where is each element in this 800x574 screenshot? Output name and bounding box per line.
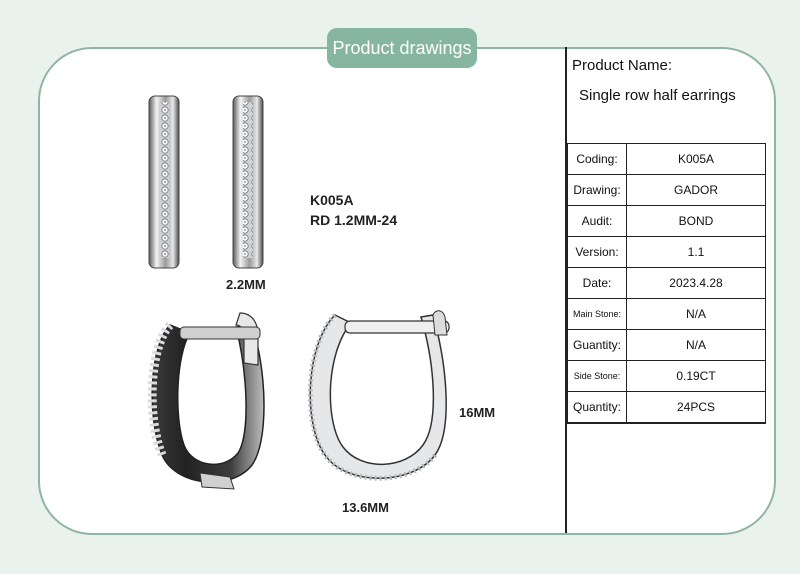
spec-label: Coding: <box>568 144 627 175</box>
spec-row-main-stone <box>568 299 766 330</box>
product-code-block <box>310 190 397 230</box>
spec-value: K005A <box>627 144 766 175</box>
spec-label: Date: <box>568 268 627 299</box>
spec-row-guantity <box>568 330 766 361</box>
product-name-value: Single row half earrings <box>579 87 736 104</box>
spec-value: GADOR <box>627 175 766 206</box>
spec-row-version <box>568 237 766 268</box>
width-dimension: 2.2MM <box>226 277 266 292</box>
height-dimension: 16MM <box>459 405 496 420</box>
earring-front-view <box>140 90 280 275</box>
spec-value: 24PCS <box>627 392 766 424</box>
spec-label: Guantity: <box>568 330 627 361</box>
spec-row-drawing <box>568 175 766 206</box>
diameter-dimension: 13.6MM <box>342 500 389 515</box>
spec-value: 2023.4.28 <box>627 268 766 299</box>
spec-row-quantity <box>568 392 766 424</box>
spec-value: 0.19CT <box>627 361 766 392</box>
spec-row-coding <box>568 144 766 175</box>
spec-label: Audit: <box>568 206 627 237</box>
earring-side-view <box>295 305 455 490</box>
spec-label: Version: <box>568 237 627 268</box>
stone-spec: RD 1.2MM-24 <box>310 212 398 228</box>
spec-row-audit <box>568 206 766 237</box>
product-name-label: Product Name: <box>572 57 673 74</box>
spec-value: 1.1 <box>627 237 766 268</box>
spec-value: N/A <box>627 299 766 330</box>
spec-value: N/A <box>627 330 766 361</box>
spec-label: Side Stone: <box>568 361 627 392</box>
spec-row-side-stone <box>568 361 766 392</box>
page-title: Product drawings <box>327 28 477 68</box>
spec-label: Main Stone: <box>568 299 627 330</box>
earring-perspective-view <box>140 305 280 495</box>
spec-table <box>567 143 766 424</box>
spec-label: Drawing: <box>568 175 627 206</box>
product-code: K005A <box>310 192 354 208</box>
spec-row-date <box>568 268 766 299</box>
spec-value: BOND <box>627 206 766 237</box>
spec-label: Quantity: <box>568 392 627 424</box>
